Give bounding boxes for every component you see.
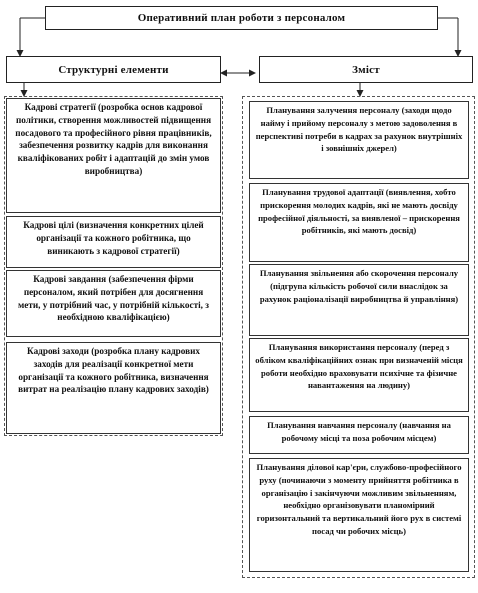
right-header — [259, 56, 473, 83]
right-item-career: Планування ділової кар'єри, службово-професійного руху (починаючи з моменту прийняття робітника в організацію і закінчуючи можливим звільненням, необхідно організовувати планомірний горизонтальний та вертикальний його рух в системі посад чи робочих місць) — [249, 458, 469, 572]
left-item-tasks: Кадрові завдання (забезпечення фірми персоналом, який потрібен для досягнення мети, у потрібний час, у потрібній кількості, з необхідною кваліфікацією) — [6, 270, 221, 337]
right-item-dismissal: Планування звільнення або скорочення персоналу (підгрупа кількість робочої сили внаслідок за рахунок раціоналізації виробництва й управління) — [249, 264, 469, 336]
right-item-usage: Планування використання персоналу (перед з обліком кваліфікаційних ознак при визначеній місця роботи необхідно враховувати психічне та фізичне навантаження на людину) — [249, 338, 469, 412]
title-text: Оперативний план роботи з персоналом — [137, 12, 346, 24]
right-header-text: Зміст — [352, 63, 380, 76]
left-header-text: Структурні елементи — [58, 63, 169, 76]
right-item-adaptation: Планування трудової адаптації (виявлення, хобто прискорення молодих кадрів, які не мають досвіду професійної діяльності, за виявленої – прискорення робітників, які мають досвід) — [249, 183, 469, 262]
left-header — [6, 56, 221, 83]
left-item-goals: Кадрові цілі (визначення конкретних цілей організації та кожного робітника, що виникають з кадрової стратегії) — [6, 216, 221, 268]
right-item-recruitment: Планування залучення персоналу (заходи щодо найму і прийому персоналу з метою задоволення в перспективі потреби в кадрах за рахунок внутрішніх і зовнішніх джерел) — [249, 101, 469, 179]
left-item-strategies: Кадрові стратегії (розробка основ кадрової політики, створення можливостей підвищення посадового та професійного рівня працівників, забезпечення розвитку кадрів для виконання кваліфікованих робіт і адаптацій до змін умов виробництва) — [6, 98, 221, 213]
right-item-training: Планування навчання персоналу (навчання на робочому місці та поза робочим місцем) — [249, 416, 469, 454]
left-item-measures: Кадрові заходи (розробка плану кадрових заходів для реалізації конкретної мети організації та кожного робітника, визначення витрат на реалізацію плану кадрових заходів) — [6, 342, 221, 434]
page-title — [45, 6, 438, 30]
